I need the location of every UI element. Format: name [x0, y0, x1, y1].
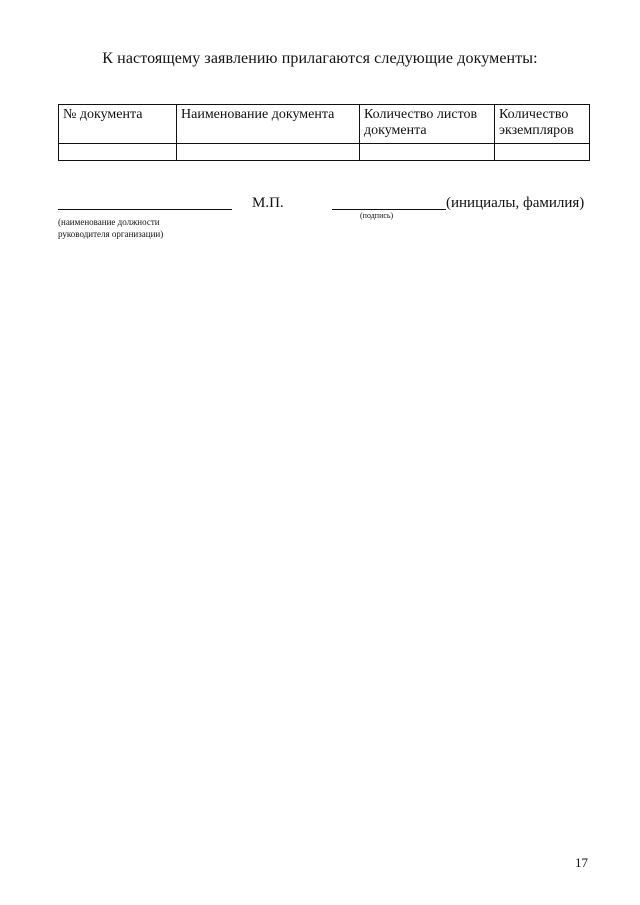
- stamp-label: М.П.: [252, 195, 284, 211]
- header-copy-count: Количество экземпляров: [495, 105, 590, 144]
- cell-copy-count[interactable]: [495, 144, 590, 161]
- cell-sheet-count[interactable]: [360, 144, 495, 161]
- cell-doc-name[interactable]: [177, 144, 360, 161]
- header-doc-number: № документа: [59, 105, 177, 144]
- position-caption: [58, 216, 163, 240]
- table-header-row: [59, 105, 590, 144]
- header-sheet-count: Количество листов документа: [360, 105, 495, 144]
- table-row: [59, 144, 590, 161]
- signature-caption: (подпись): [360, 211, 394, 220]
- initials-label: (инициалы, фамилия): [446, 195, 585, 211]
- position-line[interactable]: [58, 209, 232, 210]
- header-doc-name: Наименование документа: [177, 105, 360, 144]
- page-number: 17: [575, 855, 588, 870]
- position-caption-line2: руководителя организации): [58, 229, 164, 239]
- cell-doc-number[interactable]: [59, 144, 177, 161]
- attachments-heading: К настоящему заявлению прилагаются следующие документы:: [102, 50, 538, 67]
- position-caption-line1: (наименование должности: [58, 217, 160, 227]
- attachments-table: [58, 104, 590, 161]
